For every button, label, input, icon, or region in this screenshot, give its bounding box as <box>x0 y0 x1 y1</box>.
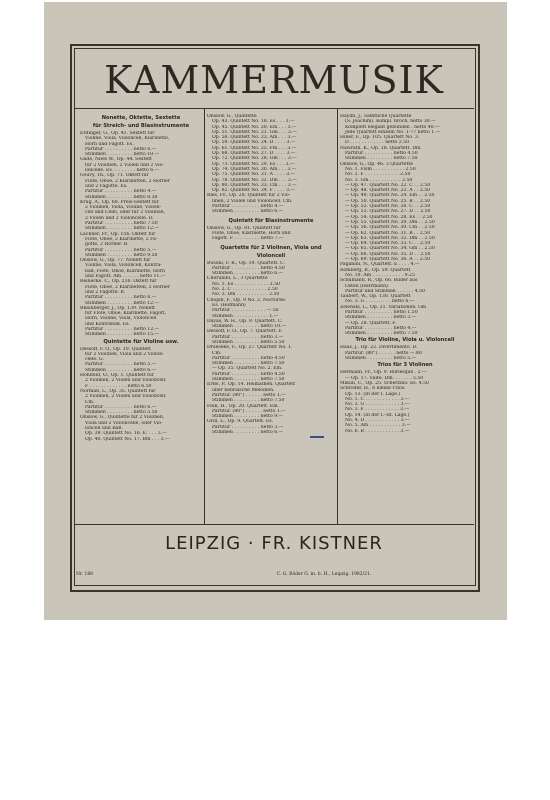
catalog-entry-line: Ries, Fr., Op. 28. Quintett für 2 Vio- <box>207 193 291 199</box>
catalog-detail-line: Stimmen . . . . . . . . . . . . 1.— <box>212 313 279 319</box>
catalog-detail-line: — Op. 66. Quartett No. 35. D . . 2.50 <box>345 251 431 257</box>
catalog-detail-line: Stimmen . . . . . . . . . netto 10.— <box>212 324 287 330</box>
catalog-detail-line: Flöte, Oboe, 2 Klarinette, 2 Fa- <box>85 236 158 242</box>
spacer <box>207 242 335 244</box>
catalog-detail-line: Stimmen . . . . . . . . . netto 7.50 <box>345 156 418 162</box>
catalog-detail-line: No. 2. G . . . . . . . . . . . . 3.— <box>345 402 410 408</box>
catalog-entry-line: Onslow, G., Op. 77. Nonett für <box>80 258 151 264</box>
section-heading: Trios für 3 Violinen <box>377 362 433 369</box>
catalog-entry-line: Reinecke, C., Op. 216. Oktett für <box>80 279 157 285</box>
catalog-detail-line: für 2 Violinen, Viola und 2 Violon- <box>85 351 164 357</box>
catalog-entry-line: Haas, J., Op. 22. Divertimento. D. <box>340 345 418 351</box>
catalog-detail-line: — Op. 28. Quartett. F. <box>345 320 397 326</box>
catalog-entry-line: Onslow, G., Op. 46. 3 Quartette <box>340 161 413 167</box>
catalog-detail-line: No. 10. Am . . . . . . . . . . . 9.25 <box>345 272 415 278</box>
catalog-detail-line: No. 3. F . . . . . . . . . . . . 3.— <box>345 407 410 413</box>
catalog-detail-line: — Op. 47. Quartett No. 22. C . . 2.50 <box>345 182 431 188</box>
catalog-detail-line: Es. (Hofmann) <box>212 302 246 308</box>
catalog-detail-line: Stimmen . . . . . . . . . netto 7.50 <box>345 331 418 337</box>
catalog-entry-line: Onslow, G., Quintette <box>207 114 257 119</box>
catalog-detail-line: Stimmen . . . . . . . . . netto 6.— <box>212 209 284 215</box>
catalog-entry-line: Romberg, B., Op. 59. Quartett <box>340 267 411 273</box>
catalog-detail-line: loncell und Baß. <box>85 426 123 432</box>
catalog-column-1 <box>80 114 202 442</box>
catalog-entry-line: Hermann, Fr., Op. 9. Burlesque . 2.— <box>340 370 427 376</box>
catalog-detail-line: No. 5. Am . . . . . . . . . . . 3.— <box>345 423 411 429</box>
catalog-entry-line: Rheinberger, J., Op. 139. Nonett <box>80 305 156 311</box>
catalog-detail-line: F . . . . . . . . . . . . . netto 6.50 <box>85 383 152 389</box>
catalog-entry-line: Schröder, H., 6 kleine Trios. <box>340 386 406 392</box>
catalog-detail-line: Op. 61. Quintett No. 25. Fm . . . 3.— <box>212 145 297 151</box>
catalog-entry-line: Lachner, Fr., Op. 156. Oktett für <box>80 231 156 237</box>
catalog-entry-line: Onslow, G., Op. 81. Quintett für <box>207 225 281 231</box>
catalog-detail-line: Fagott. F . . . . . . . . . netto 7.— <box>212 236 284 242</box>
catalog-detail-line: No. 2. C . . . . . . . . . . . . 2.50 <box>212 287 278 293</box>
catalog-detail-line: — Op. 62. Quartett No. 31. B . . 2.50 <box>345 230 431 236</box>
catalog-detail-line: Op. 82. Quintett No. 34. F . . . . 3.— <box>212 188 295 194</box>
catalog-entry-line: Schumann, R., Op. 66. Bilder aus <box>340 278 418 284</box>
catalog-entry-line: Erdinger, G., Op. 41. Sextett für <box>80 131 155 136</box>
catalog-detail-line: Partitur und Stimmen . . . . . . 4.50 <box>345 288 425 294</box>
catalog-detail-line: Partitur . . . . . . . . . . netto 5.— <box>85 247 157 253</box>
catalog-entry-line: Ertel, P., Op. 14. Heimathen. Quartett <box>207 382 296 388</box>
catalog-entry-line: Norman, L., Op. 35. Quintett für <box>80 388 156 394</box>
spacer <box>207 215 335 217</box>
catalog-detail-line: — Op. 49. Quartett No. 24. Em . . 2.50 <box>345 193 435 199</box>
catalog-entry-line: Gade, Niels W., Op. 44. Sextett <box>80 157 152 163</box>
catalog-detail-line: — Op. 64. Quartett No. 33. C . . 2.50 <box>345 241 431 247</box>
catalog-detail-line: Stimmen . . . . . . . . . netto 7.50 <box>212 377 285 383</box>
catalog-detail-line: Op. 39. Quintett No. 16. E. . . . 3.— <box>85 431 167 437</box>
catalog-detail-line: Flöte, Oboe, 2 Klarinetten, 2 Hörner <box>85 284 170 290</box>
catalog-detail-line: Op. 43. Quintett No. 18. Es . . . 3.— <box>212 119 295 125</box>
catalog-detail-line: Horn, Violine, Viola, Violoncell <box>85 316 157 322</box>
catalog-detail-line: Viola und 2 Violoncelle, oder Vio- <box>85 420 163 426</box>
catalog-detail-line: Stimmen . . . . . . . . . netto 3.— <box>345 315 417 321</box>
catalog-detail-line: Stimmen . . . . . . . . . netto 5.50 <box>85 410 158 416</box>
section-heading: Quintette für Violine usw. <box>103 338 179 345</box>
catalog-detail-line: Op. 14. (In der I.–III. Lage.) <box>345 412 410 418</box>
catalog-detail-line: 2 Violinen, Viola, Violine, Violon- <box>85 205 162 211</box>
catalog-detail-line: Op. 51. Quintett No. 21. Gm . . . 3.— <box>212 129 297 135</box>
catalog-detail-line: celle. G. <box>85 357 104 363</box>
catalog-page <box>44 2 507 620</box>
catalog-detail-line: Cm. <box>212 350 222 356</box>
catalog-detail-line: Op. 68. Quintett No. 27. D . . . . 3.— <box>212 151 296 157</box>
section-heading: Trio für Violine, Viola u. Violoncell <box>355 337 455 344</box>
catalog-detail-line: Partitur . . . . . . . . . . netto 12.— <box>85 326 160 332</box>
catalog-entry-line: Dayas, W. H., Op. 9. Quartett. C. <box>207 318 283 324</box>
catalog-detail-line: Komplett elegant gebunden . netto 40.— <box>345 124 440 130</box>
catalog-entry-line: Fink, H., Op. 20. Quartett. Em. <box>207 403 280 409</box>
catalog-detail-line: Stimmen . . . . . . . . . netto 5.— <box>345 356 417 362</box>
catalog-detail-line: — Op. 35. Quartett No. 2. Em. <box>212 366 283 372</box>
page-title: KAMMERMUSIK <box>104 58 444 102</box>
catalog-detail-line: und 2 Fagotte. B. <box>85 289 126 295</box>
catalog-detail-line: Stimmen . . . . . . . . . netto 7.50 <box>212 398 285 404</box>
catalog-column-3 <box>340 114 470 434</box>
catalog-entry-line: Onslow, G., Quintette für 2 Violinen, <box>80 415 165 421</box>
column-divider-2 <box>337 108 338 524</box>
catalog-detail-line: Partitur . . . . . . . . . . netto 4.50 <box>212 265 285 271</box>
blue-pencil-mark <box>310 436 324 438</box>
catalog-detail-line: über hebräische Melodien. <box>212 387 275 393</box>
catalog-number: Nr. 188 <box>76 572 94 577</box>
catalog-detail-line: Partitur . . . . . . . . . . netto 4.50 <box>212 371 285 377</box>
catalog-detail-line: Partitur . . . . . . . . . . netto 4.50 <box>212 355 285 361</box>
section-heading: für Streich- und Blasinstrumente <box>92 123 190 129</box>
catalog-entry-line: Mikuli, C., Op. 25. Scherzino. Es. 4.50 <box>340 380 429 386</box>
catalog-entry-line: Haydn, J., Sämtliche Quartette <box>340 114 412 119</box>
catalog-entry-line: Draeseke, F., Op. 27. Quartett No. 1. <box>207 345 293 351</box>
catalog-detail-line: — Op. 56. Quartett No. 30. Cm . . 2.50 <box>345 225 435 231</box>
catalog-detail-line: loncelle. Es . . . . . . . . netto 6.— <box>85 168 160 174</box>
catalog-detail-line: Stimmen . . . . . . . . . netto 12.— <box>85 300 160 306</box>
catalog-entry-line: Gouvy, Th., Op. 71. Oktett für <box>80 173 149 179</box>
catalog-detail-line: Partitur . . . . . . . . . . . . —.50 <box>212 308 279 314</box>
catalog-detail-line: Op. 59. Quintett No. 24. D . . . . 3.— <box>212 140 296 146</box>
catalog-detail-line: Violine, Viola, Violoncell, Kontra- <box>85 263 162 269</box>
catalog-detail-line: Partitur . . . . . . . . . . netto 3.— <box>212 334 284 340</box>
catalog-entry-line: Hohlfeld, O., Op. 1. Quintett für <box>80 373 155 379</box>
catalog-entry-line: Żeleński, L., Op. 21. Variationen. Gm <box>340 304 427 310</box>
catalog-entry-line: Busoni, F. B., Op. 19. Quartett. C. <box>207 260 285 266</box>
catalog-detail-line: 2 Violinen, 2 Violen und Violoncell. <box>85 394 167 400</box>
catalog-detail-line: Stimmen . . . . . . . . . netto 12.— <box>85 226 160 232</box>
catalog-detail-line: — Op. 69. Quartett No. 36. A . . 2.50 <box>345 257 431 263</box>
catalog-detail-line: Partitur . . . . . . . . . . netto 4.— <box>85 189 157 195</box>
catalog-entry-line: Dessoff, F. O., Op. 10. Quintett <box>80 346 151 352</box>
section-heading: Quartette für 2 Violinen, Viola und <box>220 244 322 251</box>
catalog-detail-line: Partitur . . . . . . . . . . netto 4.50 <box>345 151 418 157</box>
column-divider-1 <box>204 108 205 524</box>
catalog-detail-line: Stimmen . . . . . . . . . netto 9.50 <box>85 252 158 258</box>
catalog-detail-line: (S. Joachim). Kompl. broch. netto 30.— <box>345 119 436 125</box>
catalog-entry-line: Paganini, N., Quartett. E . . . . 4.— <box>340 262 420 268</box>
footer-rule <box>74 524 474 525</box>
catalog-detail-line: No. 1. Es . . . . . . . . . . . . 2.50 <box>212 281 280 287</box>
catalog-detail-line: No. 1. C . . . . . . . . . . . . 3.— <box>345 396 410 402</box>
catalog-detail-line: Op. 13. (In der I. Lage.) <box>345 391 401 397</box>
catalog-detail-line: 2 Violinen, 2 Violen und Violoncell. <box>85 378 167 384</box>
catalog-entry-line: Taubert, W., Op. 130. Quartett <box>340 294 411 300</box>
catalog-entry-line: Dessoff, F. O., Op. 7. Quartett. F. <box>207 329 283 335</box>
catalog-detail-line: Partitur . . . . . . . . . . netto 6.— <box>85 404 157 410</box>
catalog-detail-line: Op. 80. Quintett No. 33. Cm . . . 3.— <box>212 182 297 188</box>
catalog-detail-line: Op. 45. Quintett No. 20. Em . . . 3.— <box>212 124 297 130</box>
printer-imprint: C. G. Röder G. m. b. H., Leipzig. 1982/21. <box>276 572 372 577</box>
catalog-column-2 <box>207 114 335 435</box>
catalog-detail-line: Stimmen . . . . . . . . . netto 6.— <box>212 430 284 436</box>
catalog-detail-line: Partitur . . . . . . . . . . netto 3.— <box>212 424 284 430</box>
catalog-entry-line: Chopin, F., Op. 9 No. 2. Nocturne. <box>207 297 287 303</box>
catalog-detail-line: — Op. 65. Quartett No. 34. Gm . . 2.50 <box>345 246 435 252</box>
catalog-detail-line: Partitur. (80°) . . . . . . netto —.80 <box>345 350 422 356</box>
catalog-detail-line: Jede Quartett einzeln No. 1-77 netto 1.— <box>345 129 441 135</box>
catalog-detail-line: No. 1. Fism . . . . . . . . . . . 2.50 <box>345 166 416 172</box>
catalog-detail-line: Stimmen . . . . . . . . . netto 6.— <box>85 367 157 373</box>
catalog-detail-line: Stimmen . . . . . . . . . netto 5.50 <box>212 339 285 345</box>
catalog-detail-line: No. 3. Gm . . . . . . . . . . . 2.50 <box>345 177 413 183</box>
catalog-detail-line: Cm. <box>85 399 95 405</box>
catalog-detail-line: für Flöte, Oboe, Klarinette, Fagott, <box>85 311 167 317</box>
catalog-detail-line: Partitur . . . . . . . . . . netto 4.— <box>345 325 417 331</box>
catalog-detail-line: Flöte, Oboe, Klarinette, Horn und <box>212 230 291 236</box>
catalog-detail-line: für 2 Violinen, 2 Violen und 2 Vio- <box>85 162 164 168</box>
catalog-detail-line: — Op. 55. Quartett No. 29. Dm . . 2.50 <box>345 219 435 225</box>
catalog-detail-line: Op. 58. Quintett No. 23. Am . . . 3.— <box>212 135 297 141</box>
catalog-entry-line: Nawratil, K., Op. 18. Quartett. Dm. <box>340 145 422 151</box>
catalog-detail-line: Partitur . . . . . . . . . . netto 4.— <box>212 204 284 210</box>
catalog-detail-line: Stimmen . . . . . . . . . netto 10.— <box>85 152 160 158</box>
catalog-detail-line: — Op. 52. Quartett No. 26. C . . 2.50 <box>345 204 431 210</box>
catalog-detail-line: Op. 73. Quintett No. 29. Es . . . 3.— <box>212 161 295 167</box>
catalog-detail-line: No. 2. F . . . . . . . . . . . . 2.50 <box>345 172 411 178</box>
catalog-detail-line: und Kontrabaß. Es. <box>85 321 130 327</box>
catalog-detail-line: Horn und Fagott. Es. <box>85 141 134 147</box>
section-heading: Violoncell <box>256 252 286 259</box>
catalog-detail-line: Partitur . . . . . . . . . . netto 5.— <box>85 362 157 368</box>
catalog-detail-line: Stimmen . . . . . . . . . netto 8.30 <box>85 194 158 200</box>
catalog-detail-line: Partitur . . . . . . . . . . netto 6.— <box>85 295 157 301</box>
catalog-entry-line: Hiller, F., Op. 105. Quartett No. 3. <box>340 135 420 141</box>
catalog-detail-line: Partitur . . . . . . . . . . netto 7.50 <box>85 221 158 227</box>
catalog-entry-line: Grill, L., Op. 9. Quartett. Es. <box>207 419 274 425</box>
catalog-detail-line: — Op. 17. Suite. Dm. . . . . . . 5.50 <box>345 375 424 381</box>
catalog-detail-line: Partitur . . . . . . . . . . netto 1.50 <box>345 309 418 315</box>
catalog-detail-line: — Op. 53. Quartett No. 27. D . . 2.50 <box>345 209 431 215</box>
catalog-detail-line: Partitur. (80°) . . . . . . netto 1.— <box>212 392 286 398</box>
catalog-detail-line: No. 6. B . . . . . . . . . . . . 3.— <box>345 428 410 434</box>
catalog-detail-line: Partitur. (80°) . . . . . . netto 1.— <box>212 408 286 414</box>
catalog-detail-line: Op. 75. Quintett No. 31. A . . . . 3.— <box>212 172 296 178</box>
catalog-detail-line: Op. 78. Quintett No. 32. Dm . . . 3.— <box>212 177 297 183</box>
catalog-detail-line: Stimmen . . . . . . . . . netto 9.— <box>212 414 284 420</box>
title-rule <box>74 108 474 109</box>
publisher-imprint: LEIPZIG · FR. KISTNER <box>165 533 383 554</box>
catalog-detail-line: Violine, Viola, Violoncell, Klarinette, <box>85 136 170 142</box>
catalog-entry-line: Cherubini, L., 3 Quartette <box>207 276 268 282</box>
catalog-detail-line: — Op. 50. Quartett No. 25. B . . 2.50 <box>345 198 431 204</box>
catalog-detail-line: 2 Violen und 2 Violoncelle. D. <box>85 215 154 221</box>
catalog-detail-line: D . . . . . . . . . . . . netto 2.50 <box>345 140 410 146</box>
catalog-entry-line: Krug, A., Op. 68. Preis-Sextett für <box>80 199 159 205</box>
catalog-detail-line: baß, Flöte, Oboe, Klarinette, Horn <box>85 268 165 274</box>
catalog-detail-line: Op. 40. Quintett No. 17. Bm . . . 3.— <box>85 436 170 442</box>
catalog-detail-line: Flöte, Oboe, 2 Klarinetten, 2 Hörner <box>85 178 170 184</box>
catalog-detail-line: No. 4. D . . . . . . . . . . . . 3.— <box>345 418 410 424</box>
catalog-detail-line: Partitur . . . . . . . . . . netto 6.— <box>85 146 157 152</box>
catalog-detail-line: — Op. 63. Quartett No. 32. Dm . . 2.50 <box>345 235 435 241</box>
catalog-detail-line: und 2 Fagotte. Es. <box>85 183 128 189</box>
catalog-detail-line: Stimmen . . . . . . . . . netto 6.— <box>212 271 284 277</box>
catalog-detail-line: No. 3. G . . . . . . . . . netto 6.— <box>345 299 415 305</box>
catalog-detail-line: und Fagott. Am . . . . . . netto 11.— <box>85 274 166 280</box>
catalog-detail-line: Osten (Herrmann). <box>345 283 390 289</box>
catalog-detail-line: No. 3. Dm . . . . . . . . . . . 2.50 <box>212 292 280 298</box>
catalog-detail-line: gotte, 2 Hörner. B. <box>85 242 129 248</box>
section-heading: Nonette, Oktette, Sextette <box>101 115 181 121</box>
catalog-detail-line: Stimmen . . . . . . . . . netto 15.— <box>85 332 160 338</box>
section-heading: Quintett für Blasinstrumente <box>228 217 314 224</box>
catalog-detail-line: Op. 74. Quintett No. 30. Am . . . 3.— <box>212 166 297 172</box>
catalog-detail-line: — Op. 54. Quartett No. 28. Es . . 2.50 <box>345 214 433 220</box>
catalog-detail-line: linen, 2 Violen und Violoncell. Cm. <box>212 198 293 204</box>
catalog-detail-line: Stimmen . . . . . . . . . netto 7.50 <box>212 361 285 367</box>
catalog-detail-line: Op. 72. Quintett No. 28. Gm . . . 3.— <box>212 156 297 162</box>
catalog-detail-line: cell und Cello, oder für 2 Violinen, <box>85 210 166 216</box>
catalog-detail-line: — Op. 48. Quartett No. 23. A . . 2.50 <box>345 188 431 194</box>
